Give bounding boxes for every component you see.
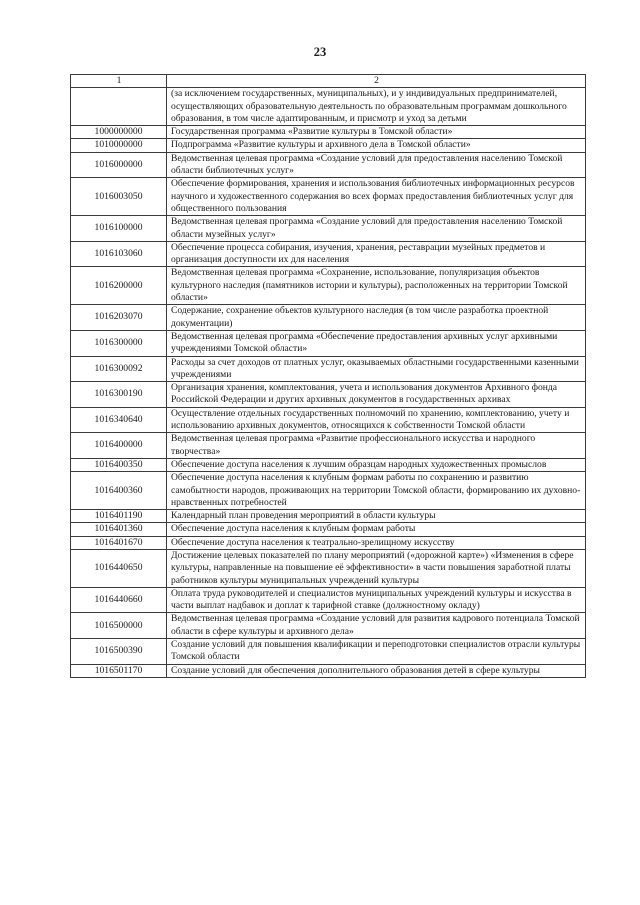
row-code: 1010000000 xyxy=(71,139,167,152)
row-name: Ведомственная целевая программа «Создание условий для предоставления населению Томской области библиотечных услуг» xyxy=(167,152,586,178)
row-name: Обеспечение формирования, хранения и использования библиотечных информационных ресурсов научного и художественного содержания во всех формах предоставления библиотечных услуг для общественного пользования xyxy=(167,178,586,216)
row-name: Обеспечение доступа населения к клубным формам работы по сохранению и развитию самобытности народов, проживающих на территории Томской области, формированию их духовно-нравственных потребностей xyxy=(167,472,586,510)
row-code: 1016103060 xyxy=(71,241,167,267)
row-name: Обеспечение процесса собирания, изучения, хранения, реставрации музейных предметов и организация доступности их для населения xyxy=(167,241,586,267)
row-name: Обеспечение доступа населения к лучшим образцам народных художественных промыслов xyxy=(167,458,586,471)
table-row xyxy=(71,241,586,267)
row-code: 1016400350 xyxy=(71,458,167,471)
row-name: Организация хранения, комплектования, учета и использования документов Архивного фонда Российской Федерации и других архивных документов в государственных архивах xyxy=(167,382,586,408)
row-name: Достижение целевых показателей по плану мероприятий («дорожной карте») «Изменения в сфере культуры, направленные на повышение её эффективности» в части повышения заработной платы работников культуры муниципальных учреждений культуры xyxy=(167,549,586,587)
row-code: 1016401360 xyxy=(71,523,167,536)
row-code: 1016401190 xyxy=(71,510,167,523)
row-code: 1016501170 xyxy=(71,664,167,677)
column-header-name: 2 xyxy=(167,75,586,88)
row-code: 1016440650 xyxy=(71,549,167,587)
table-row xyxy=(71,587,586,613)
row-name: Ведомственная целевая программа «Создание условий для развития кадрового потенциала Томской области в сфере культуры и архивного дела» xyxy=(167,613,586,639)
table-row xyxy=(71,510,586,523)
row-name: Содержание, сохранение объектов культурного наследия (в том числе разработка проектной документации) xyxy=(167,305,586,331)
row-name: Ведомственная целевая программа «Сохранение, использование, популяризация объектов культурного наследия (памятников истории и культуры), расположенных на территории Томской области» xyxy=(167,267,586,305)
row-name: (за исключением государственных, муниципальных), и у индивидуальных предпринимателей, осуществляющих образовательную деятельность по образовательным программам дошкольного образования, в том числе адаптированным, и присмотр и уход за детьми xyxy=(167,88,586,126)
row-name: Ведомственная целевая программа «Обеспечение предоставления архивных услуг архивными учреждениями Томской области» xyxy=(167,330,586,356)
row-code: 1016300000 xyxy=(71,330,167,356)
row-name: Обеспечение доступа населения к клубным формам работы xyxy=(167,523,586,536)
row-name: Создание условий для обеспечения дополнительного образования детей в сфере культуры xyxy=(167,664,586,677)
table-row xyxy=(71,152,586,178)
row-code: 1016003050 xyxy=(71,178,167,216)
budget-classification-table xyxy=(70,74,586,678)
table-row xyxy=(71,88,586,126)
row-code xyxy=(71,88,167,126)
table-row xyxy=(71,472,586,510)
row-name: Расходы за счет доходов от платных услуг, оказываемых областными государственными казенными учреждениями xyxy=(167,356,586,382)
table-row xyxy=(71,216,586,242)
table-row xyxy=(71,330,586,356)
table-row xyxy=(71,305,586,331)
row-name: Ведомственная целевая программа «Развитие профессионального искусства и народного творчества» xyxy=(167,433,586,459)
row-name: Обеспечение доступа населения к театрально-зрелищному искусству xyxy=(167,536,586,549)
row-name: Создание условий для повышения квалификации и переподготовки специалистов отрасли культуры Томской области xyxy=(167,639,586,665)
table-row xyxy=(71,267,586,305)
page-number: 23 xyxy=(313,45,327,59)
table-row xyxy=(71,549,586,587)
table-row xyxy=(71,139,586,152)
row-code: 1016000000 xyxy=(71,152,167,178)
row-name: Осуществление отдельных государственных полномочий по хранению, комплектованию, учету и использованию архивных документов, относящихся к собственности Томской области xyxy=(167,407,586,433)
row-code: 1000000000 xyxy=(71,126,167,139)
column-header-code: 1 xyxy=(71,75,167,88)
table-row xyxy=(71,356,586,382)
row-name: Подпрограмма «Развитие культуры и архивного дела в Томской области» xyxy=(167,139,586,152)
row-code: 1016401670 xyxy=(71,536,167,549)
row-code: 1016400360 xyxy=(71,472,167,510)
table-row xyxy=(71,433,586,459)
row-code: 1016500390 xyxy=(71,639,167,665)
table-header-row xyxy=(71,75,586,88)
table-row xyxy=(71,639,586,665)
row-code: 1016300190 xyxy=(71,382,167,408)
table-row xyxy=(71,126,586,139)
table-row xyxy=(71,178,586,216)
row-code: 1016300092 xyxy=(71,356,167,382)
row-name: Оплата труда руководителей и специалистов муниципальных учреждений культуры и искусства в части выплат надбавок и доплат к тарифной ставке (должностному окладу) xyxy=(167,587,586,613)
row-code: 1016200000 xyxy=(71,267,167,305)
table-row xyxy=(71,536,586,549)
table-row xyxy=(71,407,586,433)
table-row xyxy=(71,664,586,677)
row-code: 1016440660 xyxy=(71,587,167,613)
row-name: Календарный план проведения мероприятий в области культуры xyxy=(167,510,586,523)
row-code: 1016100000 xyxy=(71,216,167,242)
table-row xyxy=(71,382,586,408)
row-code: 1016203070 xyxy=(71,305,167,331)
table-row xyxy=(71,523,586,536)
row-code: 1016400000 xyxy=(71,433,167,459)
row-code: 1016340640 xyxy=(71,407,167,433)
table-row xyxy=(71,613,586,639)
table-row xyxy=(71,458,586,471)
row-code: 1016500000 xyxy=(71,613,167,639)
row-name: Ведомственная целевая программа «Создание условий для предоставления населению Томской области музейных услуг» xyxy=(167,216,586,242)
row-name: Государственная программа «Развитие культуры в Томской области» xyxy=(167,126,586,139)
